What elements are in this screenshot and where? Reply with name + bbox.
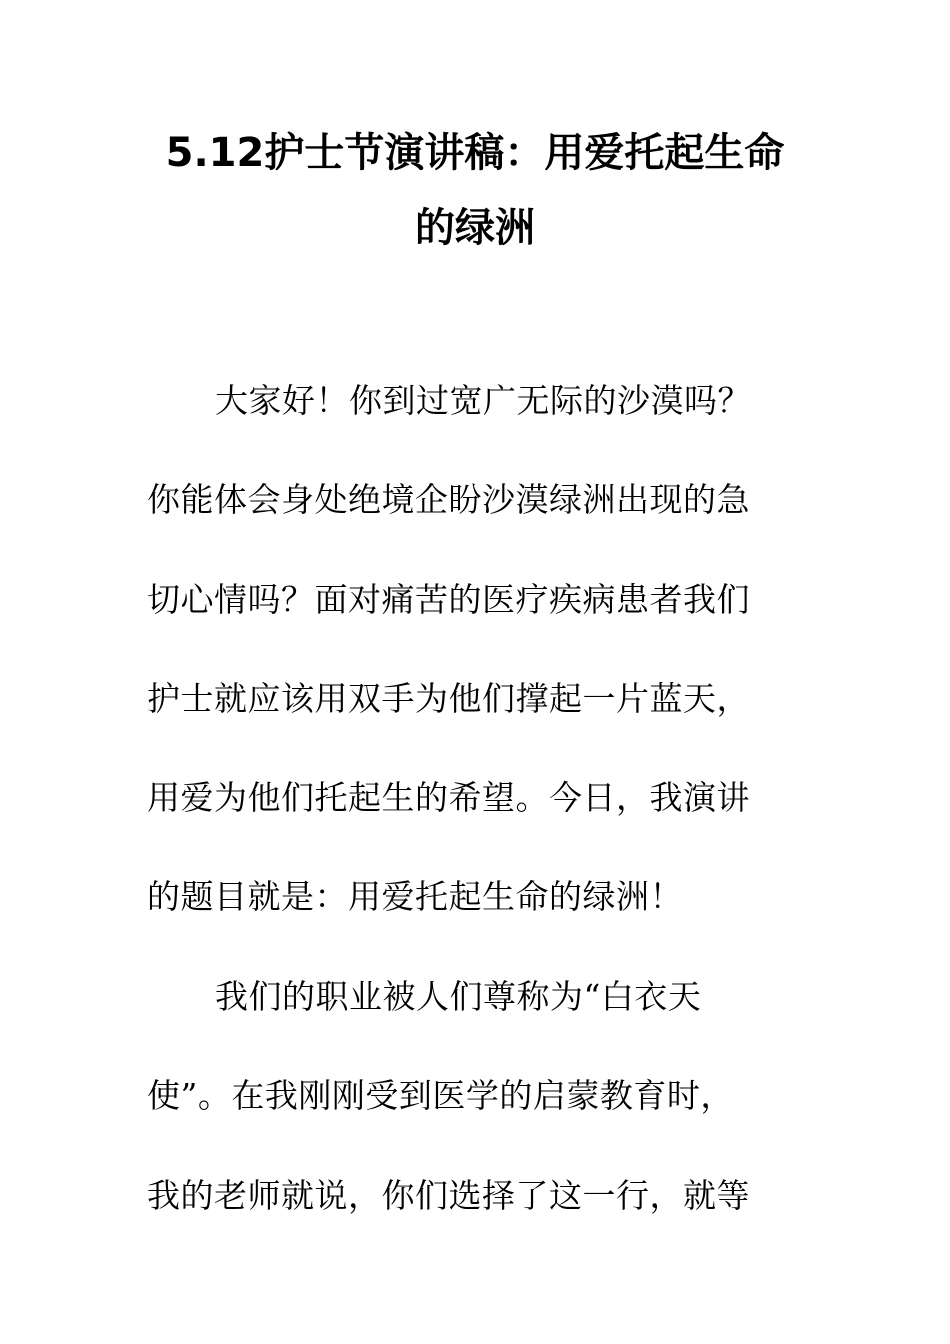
paragraph-2-line-1: 我们的职业被人们尊称为“白衣天 (215, 977, 702, 1016)
paragraph-1-line-4: 护士就应该用双手为他们撑起一片蓝天， (147, 679, 750, 718)
paragraph-2-line-3: 我的老师就说，你们选择了这一行，就等 (147, 1176, 750, 1215)
paragraph-1-line-5: 用爱为他们托起生的希望。今日，我演讲 (147, 778, 750, 817)
paragraph-1-line-6: 的题目就是：用爱托起生命的绿洲！ (147, 877, 683, 916)
document-title-line-2: 的绿洲 (415, 205, 535, 251)
paragraph-1-line-2: 你能体会身处绝境企盼沙漠绿洲出现的急 (147, 480, 750, 519)
paragraph-2-line-2: 使”。在我刚刚受到医学的启蒙教育时， (147, 1076, 734, 1115)
paragraph-1-line-3: 切心情吗？面对痛苦的医疗疾病患者我们 (147, 580, 750, 619)
document-title-line-1: 5.12护士节演讲稿：用爱托起生命 (165, 130, 785, 176)
paragraph-1-line-1: 大家好！你到过宽广无际的沙漠吗？ (215, 381, 751, 420)
